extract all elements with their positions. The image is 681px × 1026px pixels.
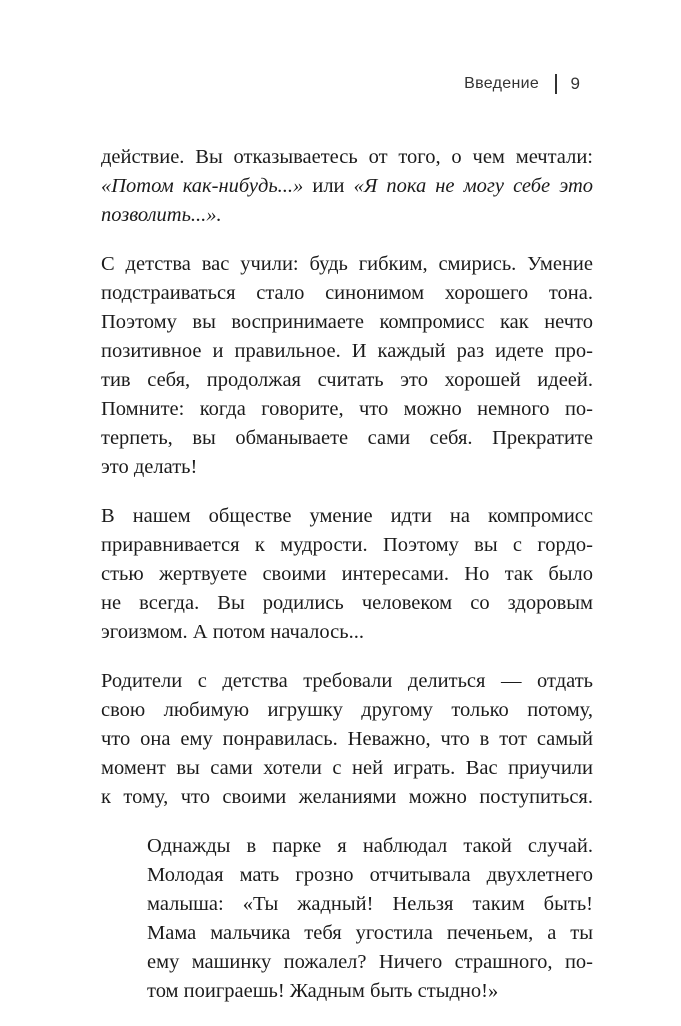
italic-quote: «Я пока не могу себе это — [353, 175, 594, 197]
paragraph-3 — [101, 502, 593, 647]
text-line: Помните: когда говорите, что можно немного по- — [101, 398, 593, 420]
paragraph-1 — [101, 143, 593, 230]
text-line: свою любимую игрушку другому только потому, — [101, 699, 593, 721]
running-head — [464, 74, 580, 94]
text-line: это делать! — [101, 456, 198, 478]
text-line: С детства вас учили: будь гибким, смирись. Умение — [101, 253, 593, 275]
text-line: ему машинку пожалел? Ничего страшного, по- — [147, 951, 593, 973]
text-line: не всегда. Вы родились человеком со здоровым — [101, 592, 593, 614]
text-line: малыша: «Ты жадный! Нельзя таким быть! — [147, 893, 593, 915]
text-line: эгоизмом. А потом началось... — [101, 621, 364, 643]
text-line: действие. Вы отказываетесь от того, о чем мечтали: — [101, 146, 593, 168]
text-line: Мама мальчика тебя угостила печеньем, а ты — [147, 922, 593, 944]
section-title: Введение — [464, 75, 540, 92]
text-line: момент вы сами хотели с ней играть. Вас приучили — [101, 757, 593, 779]
text-line: терпеть, вы обманываете сами себя. Прекратите — [101, 427, 593, 449]
text-line — [101, 201, 593, 230]
italic-quote: позволить...». — [101, 204, 222, 226]
text-line: приравнивается к мудрости. Поэтому вы с гордо- — [101, 534, 593, 556]
text-line: Родители с детства требовали делиться — отдать — [101, 670, 593, 692]
text-fragment: или — [303, 175, 354, 197]
page-number: 9 — [570, 74, 580, 93]
text-line: Молодая мать грозно отчитывала двухлетнего — [147, 864, 593, 886]
text-line — [101, 172, 593, 201]
text-line: подстраиваться стало синонимом хорошего тона. — [101, 282, 593, 304]
paragraph-2 — [101, 250, 593, 482]
text-line: Однажды в парке я наблюдал такой случай. — [147, 835, 593, 857]
body-text — [101, 143, 593, 1026]
text-line: тив себя, продолжая считать это хорошей идеей. — [101, 369, 593, 391]
text-line: что она ему понравилась. Неважно, что в тот самый — [101, 728, 593, 750]
quote-block — [147, 832, 593, 1006]
text-line: стью жертвуете своими интересами. Но так было — [101, 563, 593, 585]
text-line: к тому, что своими желаниями можно поступиться. — [101, 786, 593, 808]
header-divider — [555, 74, 557, 94]
paragraph-4 — [101, 667, 593, 812]
text-line: В нашем обществе умение идти на компромисс — [101, 505, 593, 527]
text-line: Поэтому вы воспринимаете компромисс как нечто — [101, 311, 593, 333]
text-line: позитивное и правильное. И каждый раз идете про- — [101, 340, 593, 362]
italic-quote: «Потом как-нибудь...» — [101, 175, 304, 197]
text-line: том поиграешь! Жадным быть стыдно!» — [147, 980, 499, 1002]
